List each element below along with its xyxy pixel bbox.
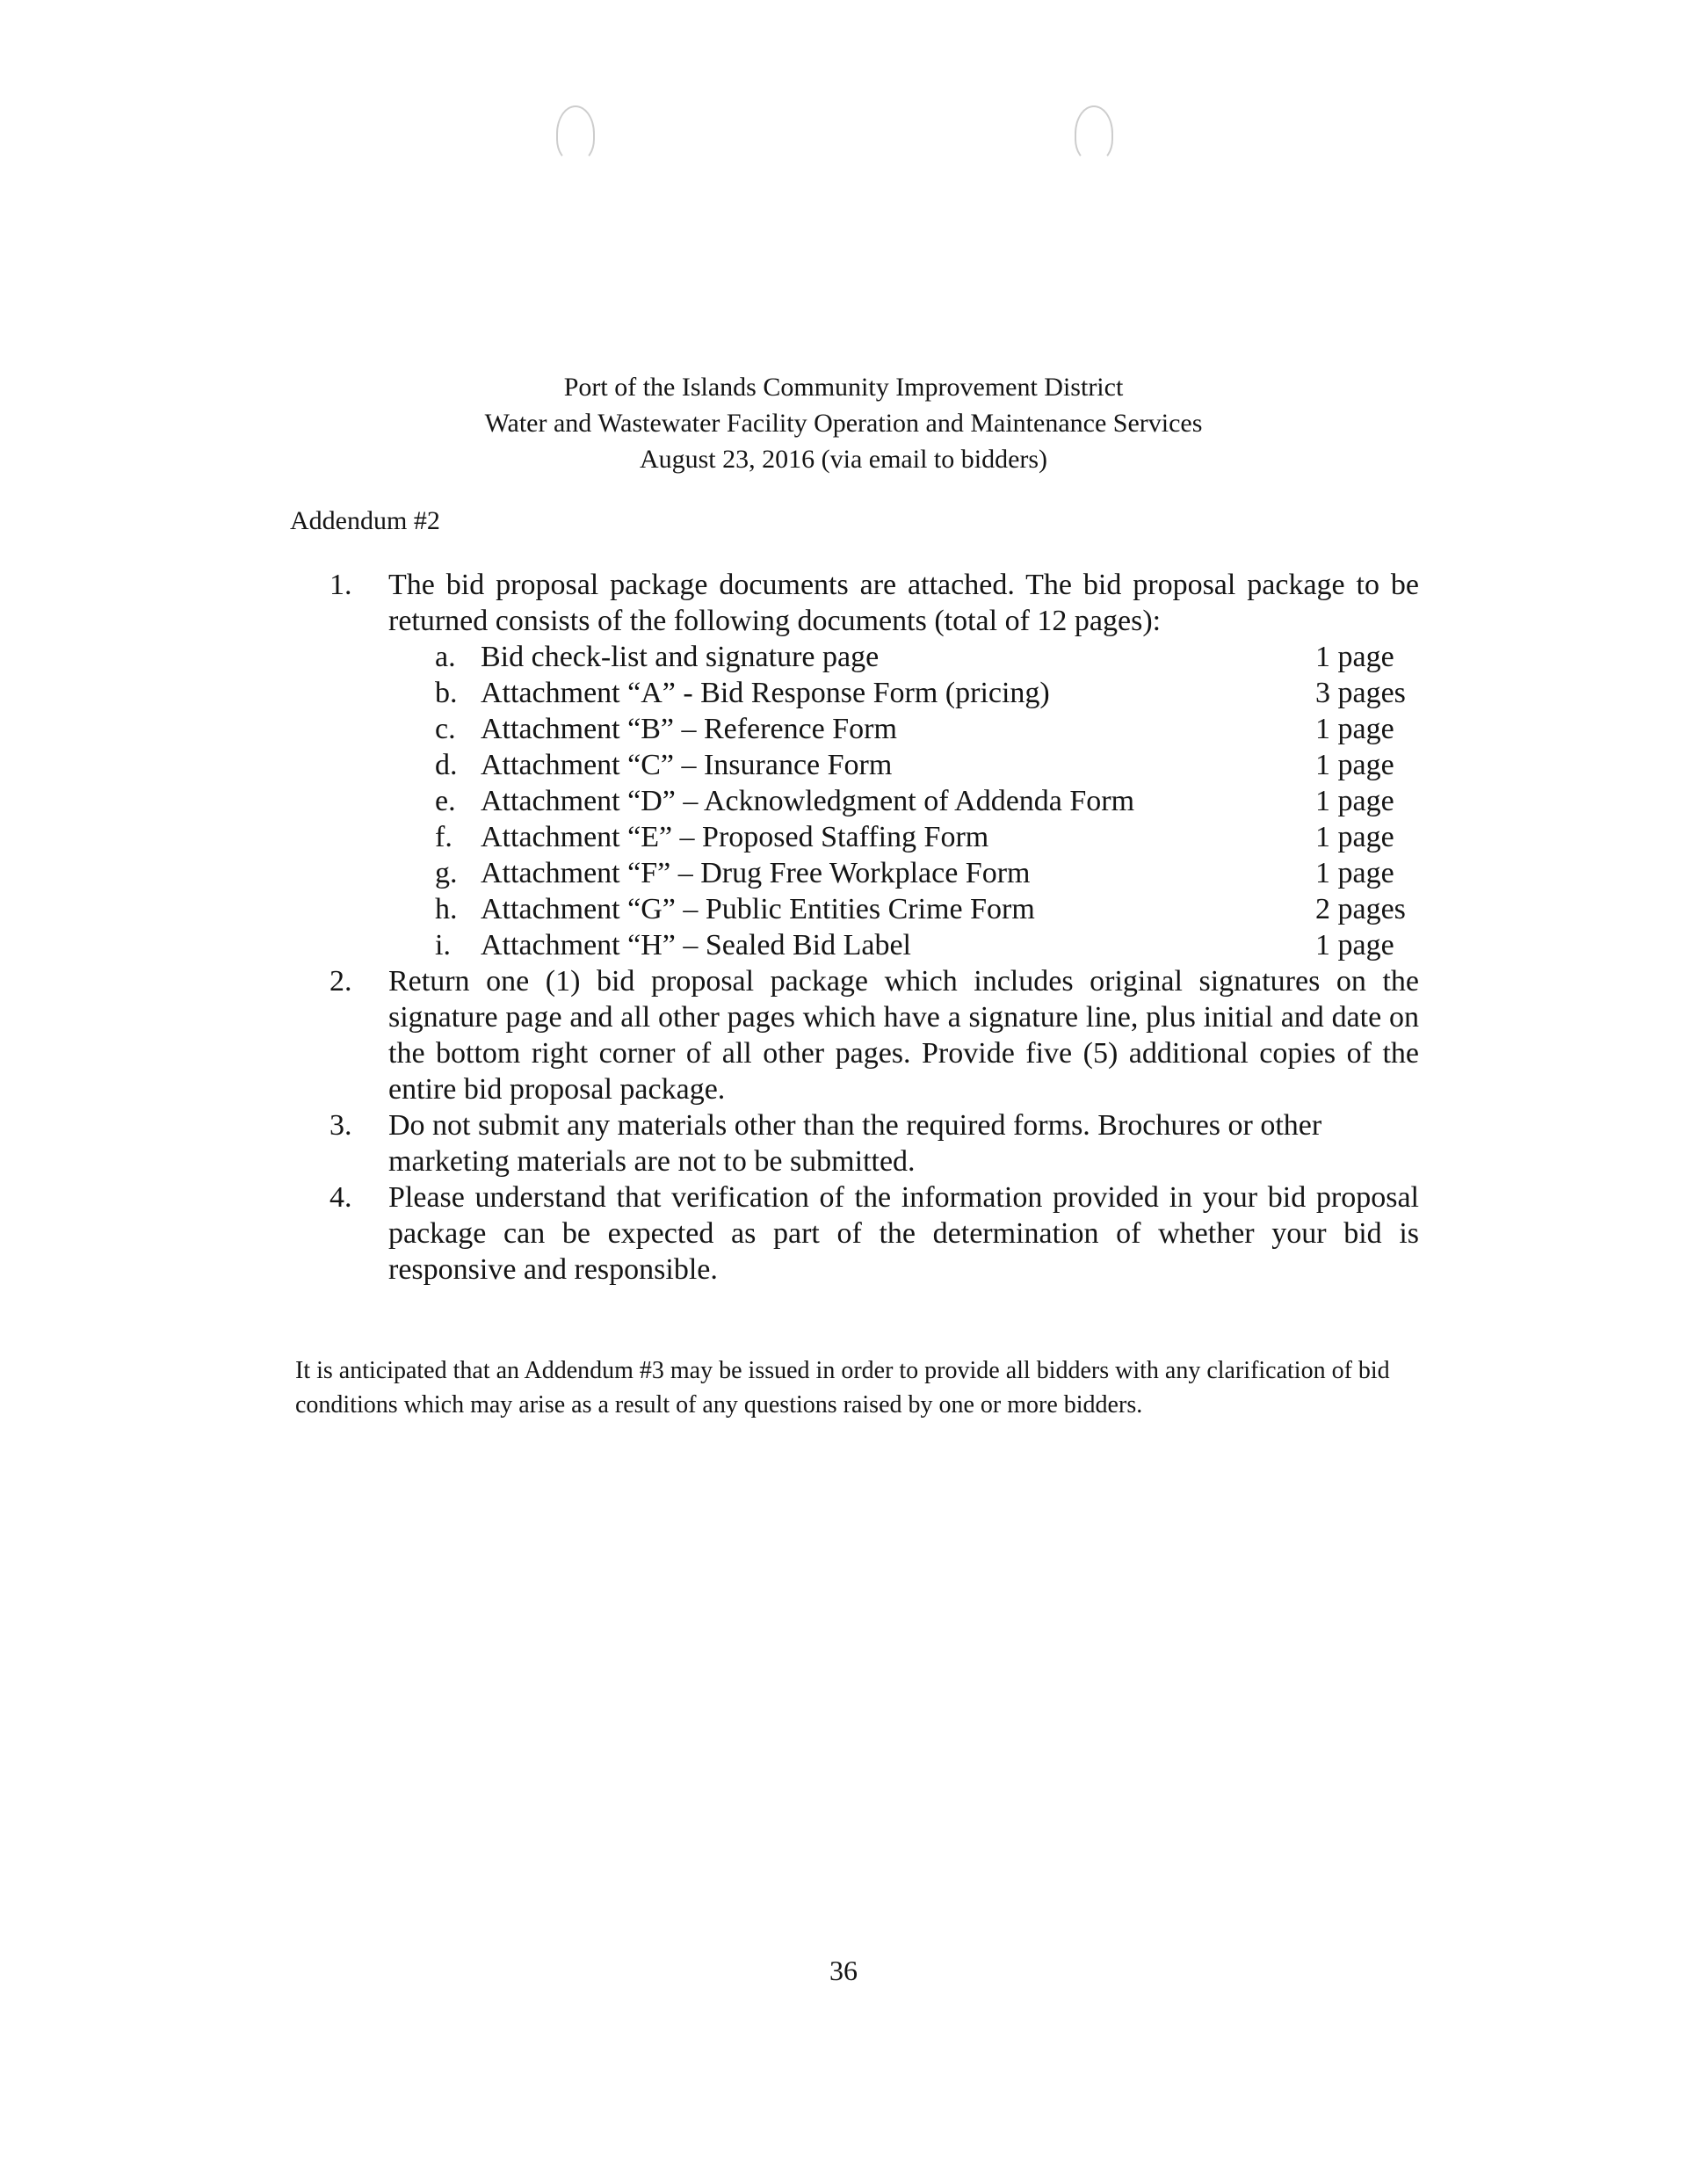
sub-item-b xyxy=(329,675,1419,711)
list-item-1 xyxy=(329,567,1419,639)
sub-item-letter: f. xyxy=(435,821,453,853)
sub-item-letter: c. xyxy=(435,713,456,745)
sub-item-text: Attachment “D” – Acknowledgment of Addenda Form xyxy=(481,785,1135,817)
sub-item-pages: 1 page xyxy=(1315,821,1394,853)
sub-item-letter: g. xyxy=(435,857,458,889)
sub-item-text: Attachment “E” – Proposed Staffing Form xyxy=(481,821,989,853)
sub-item-text: Attachment “C” – Insurance Form xyxy=(481,749,893,781)
list-item-3 xyxy=(329,1107,1419,1179)
sub-item-letter: b. xyxy=(435,677,458,709)
punch-hole-left-icon xyxy=(556,105,595,162)
page-number: 36 xyxy=(829,1955,858,1986)
sub-item-c xyxy=(329,711,1419,747)
sub-item-letter: e. xyxy=(435,785,456,817)
sub-item-pages: 1 page xyxy=(1315,713,1394,745)
sub-item-pages: 1 page xyxy=(1315,785,1394,817)
sub-item-letter: i. xyxy=(435,929,451,961)
list-item-2 xyxy=(329,963,1419,1107)
list-item-4 xyxy=(329,1179,1419,1288)
header-district-name: Port of the Islands Community Improvement District xyxy=(563,373,1124,402)
sub-item-text: Attachment “G” – Public Entities Crime Form xyxy=(481,893,1035,925)
punch-hole-right-icon xyxy=(1075,105,1113,162)
sub-item-pages: 2 pages xyxy=(1315,893,1406,925)
sub-item-letter: h. xyxy=(435,893,458,925)
list-item-number: 3. xyxy=(329,1109,352,1142)
sub-item-letter: d. xyxy=(435,749,458,781)
sub-item-pages: 1 page xyxy=(1315,749,1394,781)
sub-item-pages: 1 page xyxy=(1315,929,1394,961)
closing-paragraph: It is anticipated that an Addendum #3 may be issued in order to provide all bidders with any clarification of bid conditions which may arise as a result of any questions raised by one or more bidders. xyxy=(295,1357,1390,1419)
addendum-title: Addendum #2 xyxy=(290,506,440,535)
sub-item-a xyxy=(329,639,1419,675)
sub-item-text: Attachment “B” – Reference Form xyxy=(481,713,897,745)
sub-item-pages: 3 pages xyxy=(1315,677,1406,709)
sub-item-g xyxy=(329,855,1419,891)
sub-item-text: Attachment “F” – Drug Free Workplace Form xyxy=(481,857,1031,889)
document-header xyxy=(0,369,1687,477)
list-item-text: The bid proposal package documents are attached. The bid proposal package to be returned consists of the following documents (total of 12 pages): xyxy=(388,569,1419,637)
addendum-items-list xyxy=(329,567,1419,1288)
list-item-text: Do not submit any materials other than the required forms. Brochures or other marketing materials are not to be submitted. xyxy=(388,1109,1322,1178)
list-item-number: 4. xyxy=(329,1181,352,1214)
sub-item-letter: a. xyxy=(435,641,456,673)
sub-item-text: Attachment “A” - Bid Response Form (pricing) xyxy=(481,677,1050,709)
sub-item-e xyxy=(329,783,1419,819)
header-project-title: Water and Wastewater Facility Operation and Maintenance Services xyxy=(484,409,1203,438)
sub-item-f xyxy=(329,819,1419,855)
list-item-number: 2. xyxy=(329,965,352,998)
header-date: August 23, 2016 (via email to bidders) xyxy=(639,445,1048,474)
sub-item-h xyxy=(329,891,1419,927)
list-item-number: 1. xyxy=(329,569,352,601)
sub-item-d xyxy=(329,747,1419,783)
sub-item-text: Attachment “H” – Sealed Bid Label xyxy=(481,929,911,961)
sub-item-pages: 1 page xyxy=(1315,641,1394,673)
sub-item-i xyxy=(329,927,1419,963)
sub-item-pages: 1 page xyxy=(1315,857,1394,889)
list-item-text: Return one (1) bid proposal package which includes original signatures on the signature page and all other pages which have a signature line, plus initial and date on the bottom right corner of all other pages. Provide five (5) additional copies of the entire bid proposal package. xyxy=(388,965,1419,1106)
sub-item-text: Bid check-list and signature page xyxy=(481,641,880,673)
list-item-text: Please understand that verification of the information provided in your bid proposal package can be expected as part of the determination of whether your bid is responsive and responsible. xyxy=(388,1181,1419,1286)
